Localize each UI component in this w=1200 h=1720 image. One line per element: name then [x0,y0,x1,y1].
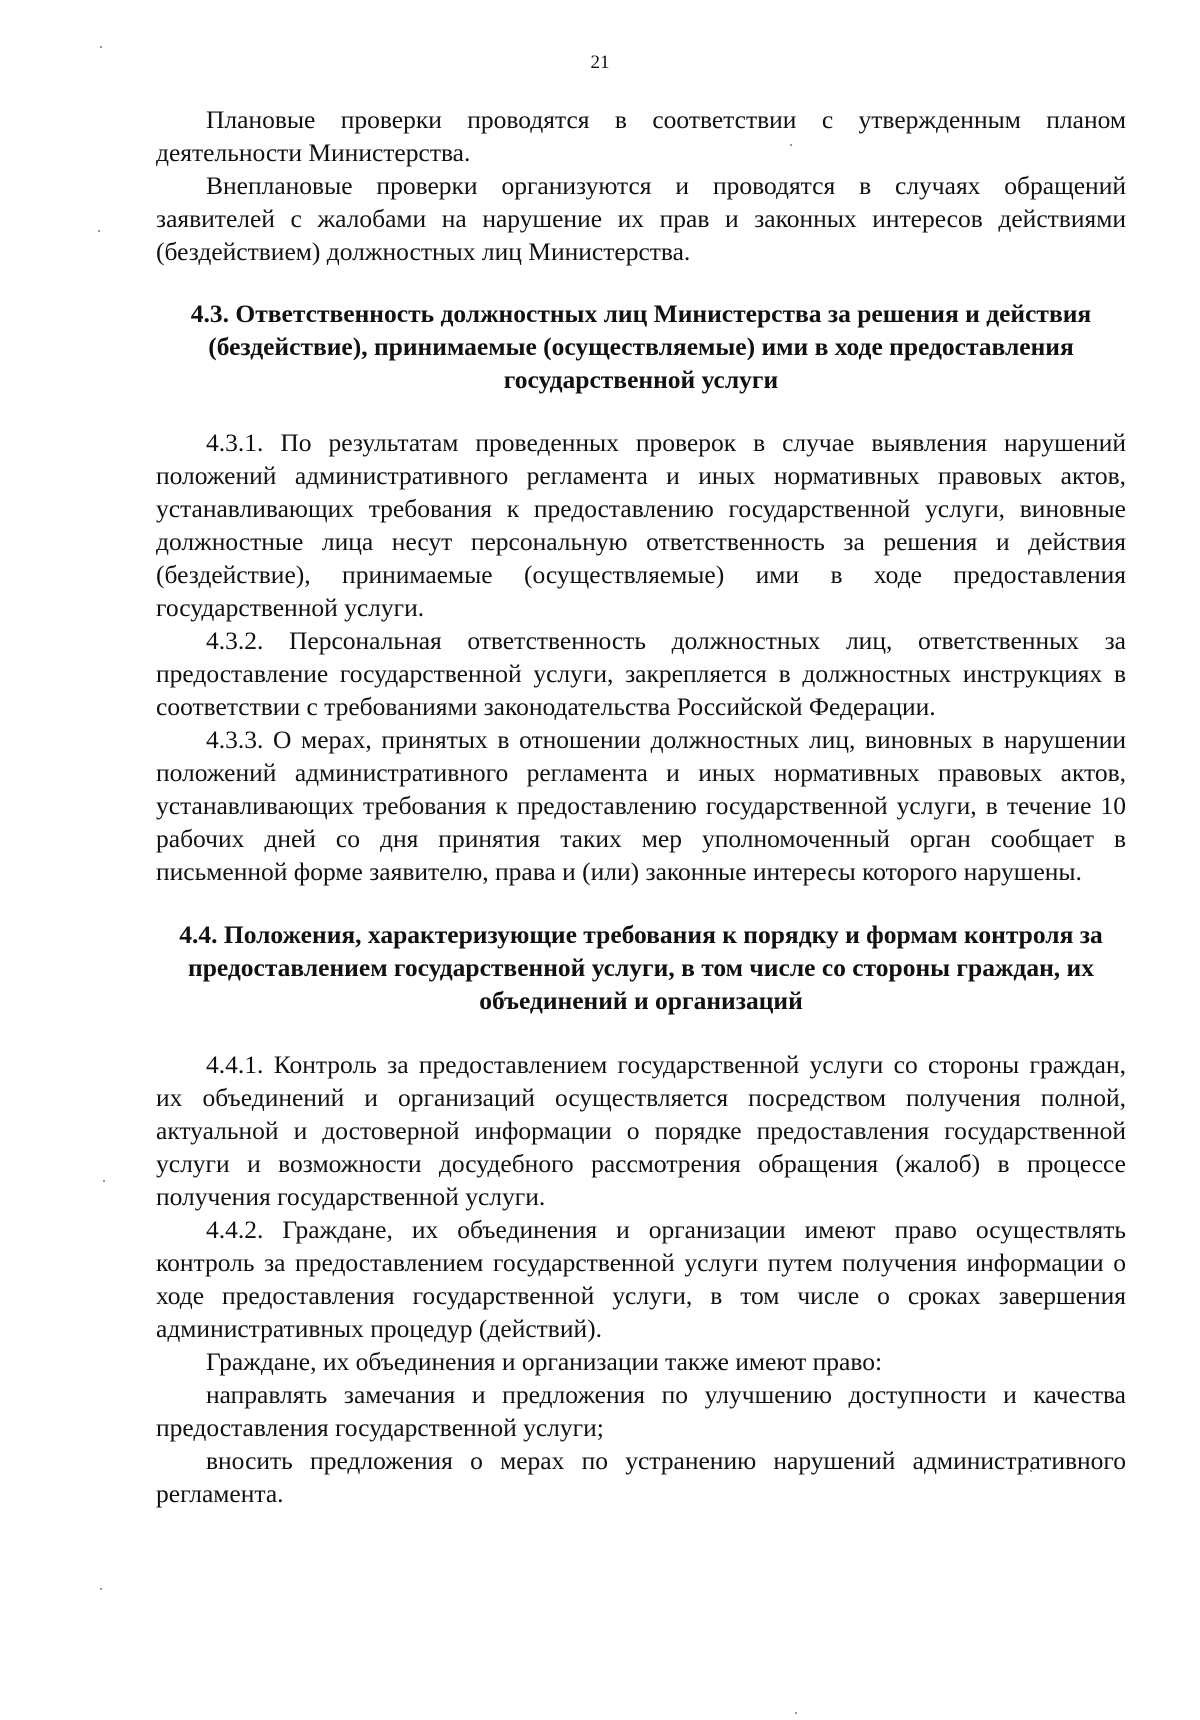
document-body [156,103,1126,1510]
paragraph: 4.3.2. Персональная ответственность должностных лиц, ответственных за предоставление государственной услуги, закрепляется в должностных инструкциях в соответствии с требованиями законодательства Российской Федерации. [156,626,1126,721]
paragraph: 4.4.2. Граждане, их объединения и организации имеют право осуществлять контроль за предоставлением государственной услуги путем получения информации о ходе предоставления государственной услуги, в том числе о сроках завершения административных процедур (действий). [156,1215,1126,1343]
scan-speck [100,1588,102,1590]
scan-speck [98,230,100,232]
paragraph: 4.3.3. О мерах, принятых в отношении должностных лиц, виновных в нарушении положений административного регламента и иных нормативных правовых актов, устанавливающих требования к предоставлению государственной услуги, в течение 10 рабочих дней со дня принятия таких мер уполномоченный орган сообщает в письменной форме заявителю, права и (или) законные интересы которого нарушены. [156,725,1126,886]
paragraph: вносить предложения о мерах по устранению нарушений административного регламента. [156,1446,1126,1508]
paragraph: Граждане, их объединения и организации также имеют право: [206,1347,883,1376]
paragraph: 4.4.1. Контроль за предоставлением государственной услуги со стороны граждан, их объединений и организаций осуществляется посредством получения полной, актуальной и достоверной информации о порядке предоставления государственной услуги и возможности досудебного рассмотрения обращения (жалоб) в процессе получения государственной услуги. [156,1050,1126,1211]
scan-speck [103,1180,105,1182]
paragraph: 4.3.1. По результатам проведенных проверок в случае выявления нарушений положений административного регламента и иных нормативных правовых актов, устанавливающих требования к предоставлению государственной услуги, виновные должностные лица несут персональную ответственность за решения и действия (бездействие), принимаемые (осуществляемые) ими в ходе предоставления государственной услуги. [156,428,1126,622]
section-heading-4-3: 4.3. Ответственность должностных лиц Министерства за решения и действия (бездействие), принимаемые (осуществляемые) ими в ходе предоставления государственной услуги [190,299,1092,394]
scan-speck [100,46,102,48]
paragraph: Плановые проверки проводятся в соответствии с утвержденным планом деятельности Министерства. [156,105,1126,167]
scan-speck [795,1712,797,1714]
paragraph: Внеплановые проверки организуются и проводятся в случаях обращений заявителей с жалобами на нарушение их прав и законных интересов действиями (бездействием) должностных лиц Министерства. [156,171,1126,266]
paragraph: направлять замечания и предложения по улучшению доступности и качества предоставления государственной услуги; [156,1380,1126,1442]
section-heading-4-4: 4.4. Положения, характеризующие требования к порядку и формам контроля за предоставлением государственной услуги, в том числе со стороны граждан, их объединений и организаций [179,920,1103,1015]
page-number: 21 [590,52,610,73]
